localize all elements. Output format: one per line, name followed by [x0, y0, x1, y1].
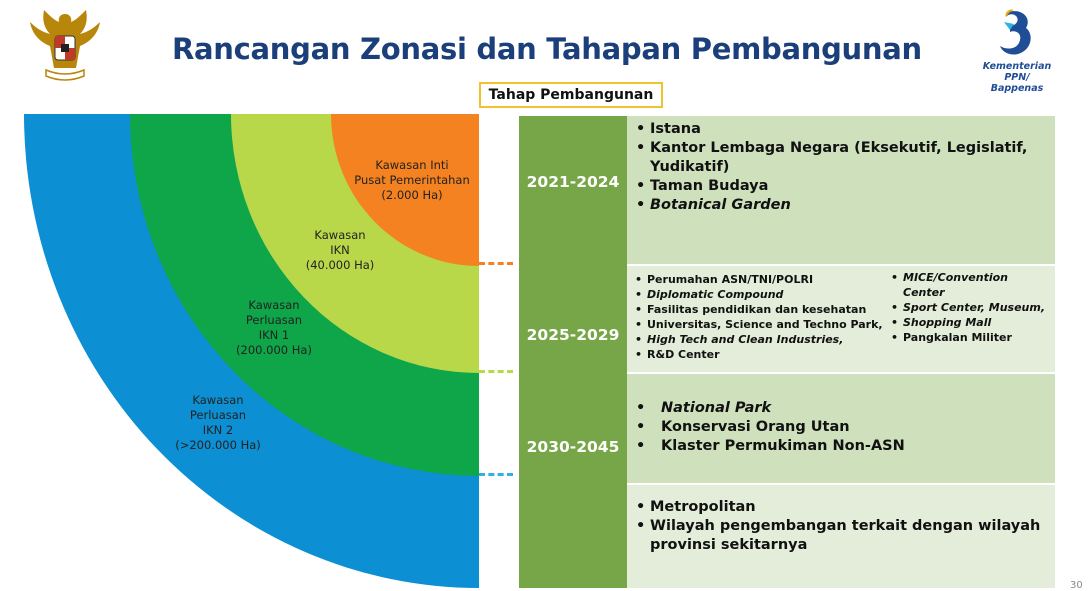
zone-ikn1-line1: Kawasan — [248, 298, 300, 312]
list-item: • Kantor Lembaga Negara (Eksekutif, Legislatif, Yudikatif) — [633, 139, 1049, 177]
zone-ikn1-line3: IKN 1 — [258, 328, 290, 342]
zone-inti-line1: Kawasan Inti — [375, 158, 449, 172]
bappenas-logo — [970, 8, 1060, 94]
connector-blue — [479, 473, 513, 476]
phase-box-2025-2029 — [627, 266, 1055, 372]
bappenas-logo-icon — [970, 8, 1060, 60]
list-item: • National Park — [633, 399, 1049, 418]
zone-ikn-line3: (40.000 Ha) — [305, 258, 375, 272]
list-item: • Perumahan ASN/TNI/POLRI — [633, 272, 889, 287]
phase-box-2030-2045 — [627, 374, 1055, 483]
list-item: • Diplomatic Compound — [633, 287, 889, 302]
list-item: • High Tech and Clean Industries, — [633, 332, 889, 347]
list-item: • Taman Budaya — [633, 177, 1049, 196]
list-item: • R&D Center — [633, 347, 889, 362]
zone-label-ikn — [290, 228, 390, 273]
period-2030-2045: 2030-2045 — [526, 438, 620, 456]
zone-ikn2-line1: Kawasan — [192, 393, 244, 407]
period-2025-2029: 2025-2029 — [526, 326, 620, 344]
zone-ikn1-line2: Perluasan — [245, 313, 303, 327]
page-number: 30 — [1070, 580, 1083, 591]
connector-lightgreen — [479, 370, 513, 373]
list-item: • Konservasi Orang Utan — [633, 418, 1049, 437]
list-item: • Shopping Mall — [889, 315, 1051, 330]
list-item: • Wilayah pengembangan terkait dengan wilayah provinsi sekitarnya — [633, 517, 1049, 555]
list-item: • Istana — [633, 120, 1049, 139]
phase-box-metropolitan — [627, 485, 1055, 588]
zone-inti-line2: Pusat Pemerintahan — [354, 173, 470, 187]
zone-label-ikn1 — [224, 298, 324, 358]
list-item: • Metropolitan — [633, 498, 1049, 517]
list-item: • Fasilitas pendidikan dan kesehatan — [633, 302, 889, 317]
page-title: Rancangan Zonasi dan Tahapan Pembangunan — [172, 32, 922, 66]
zone-inti-line3: (2.000 Ha) — [381, 188, 443, 202]
zone-ikn1-line4: (200.000 Ha) — [236, 343, 312, 357]
list-item: • Botanical Garden — [633, 196, 1049, 215]
zone-ikn-line1: Kawasan — [314, 228, 366, 242]
zone-ikn2-line2: Perluasan — [189, 408, 247, 422]
zone-label-inti — [349, 158, 475, 203]
list-item: • Universitas, Science and Techno Park, — [633, 317, 889, 332]
connector-orange — [479, 262, 513, 265]
zone-label-ikn2 — [166, 393, 270, 453]
list-item: • Pangkalan Militer — [889, 330, 1051, 345]
period-2021-2024: 2021-2024 — [526, 173, 620, 191]
zone-ikn2-line3: IKN 2 — [202, 423, 234, 437]
logo-text-line2: Bappenas — [990, 83, 1044, 94]
zone-diagram — [0, 0, 520, 591]
list-item: • Sport Center, Museum, — [889, 300, 1051, 315]
list-item: • Klaster Permukiman Non-ASN — [633, 437, 1049, 456]
list-item: • MICE/Convention Center — [889, 270, 1051, 300]
tahap-pembangunan-header: Tahap Pembangunan — [479, 82, 663, 108]
logo-text-line1: Kementerian PPN/ — [982, 61, 1052, 83]
zone-ikn-line2: IKN — [330, 243, 350, 257]
zone-ikn2-line4: (>200.000 Ha) — [175, 438, 261, 452]
phase-box-2021-2024 — [627, 116, 1055, 264]
